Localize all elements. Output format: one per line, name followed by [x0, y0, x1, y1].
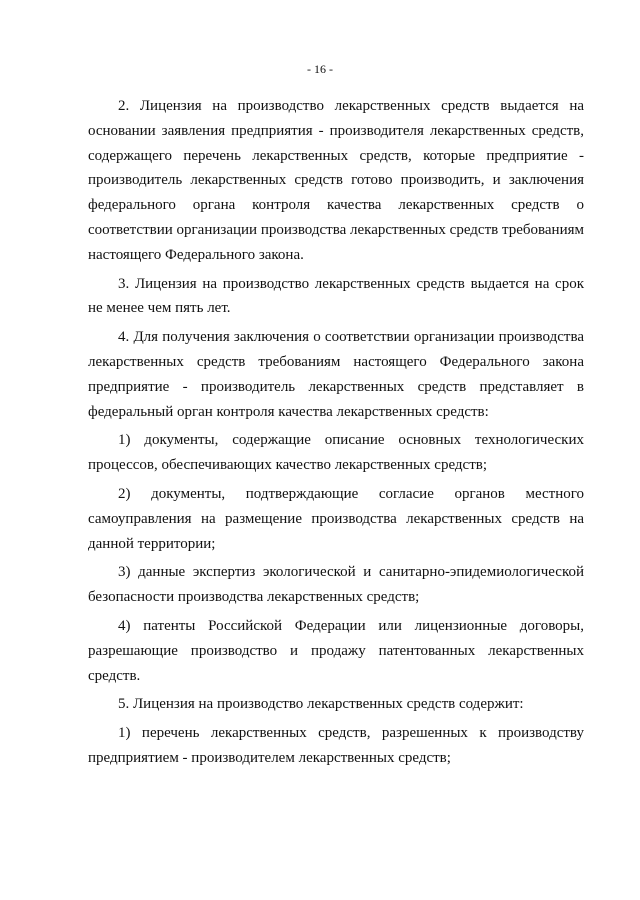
- page-number: - 16 -: [307, 62, 333, 76]
- paragraph: 1) документы, содержащие описание основных технологических процессов, обеспечивающих качество лекарственных средств;: [88, 432, 584, 474]
- paragraph: 4. Для получения заключения о соответствии организации производства лекарственных средств требованиям настоящего Федерального закона предприятие - производитель лекарственных средств представляет в федеральный орган контроля качества лекарственных средств:: [88, 329, 584, 420]
- document-body: [88, 94, 584, 771]
- paragraph: 3) данные экспертиз экологической и санитарно-эпидемиологической безопасности производства лекарственных средств;: [88, 564, 584, 606]
- paragraph: 1) перечень лекарственных средств, разрешенных к производству предприятием - производителем лекарственных средств;: [88, 725, 584, 766]
- paragraph: 2. Лицензия на производство лекарственных средств выдается на основании заявления предприятия - производителя лекарственных средств, содержащего перечень лекарственных средств, которые предприятие - производитель лекарственных средств готово производить, и заключения федерального органа контроля качества лекарственных средств о соответствии организации производства лекарственных средств требованиям настоящего Федерального закона.: [88, 98, 584, 263]
- paragraph: 2) документы, подтверждающие согласие органов местного самоуправления на размещение производства лекарственных средств на данной территории;: [88, 485, 584, 552]
- paragraph: 3. Лицензия на производство лекарственных средств выдается на срок не менее чем пять лет.: [88, 275, 584, 317]
- paragraph: 4) патенты Российской Федерации или лицензионные договоры, разрешающие производство и продажу патентованных лекарственных средств.: [88, 617, 584, 684]
- paragraph: 5. Лицензия на производство лекарственных средств содержит:: [118, 696, 524, 713]
